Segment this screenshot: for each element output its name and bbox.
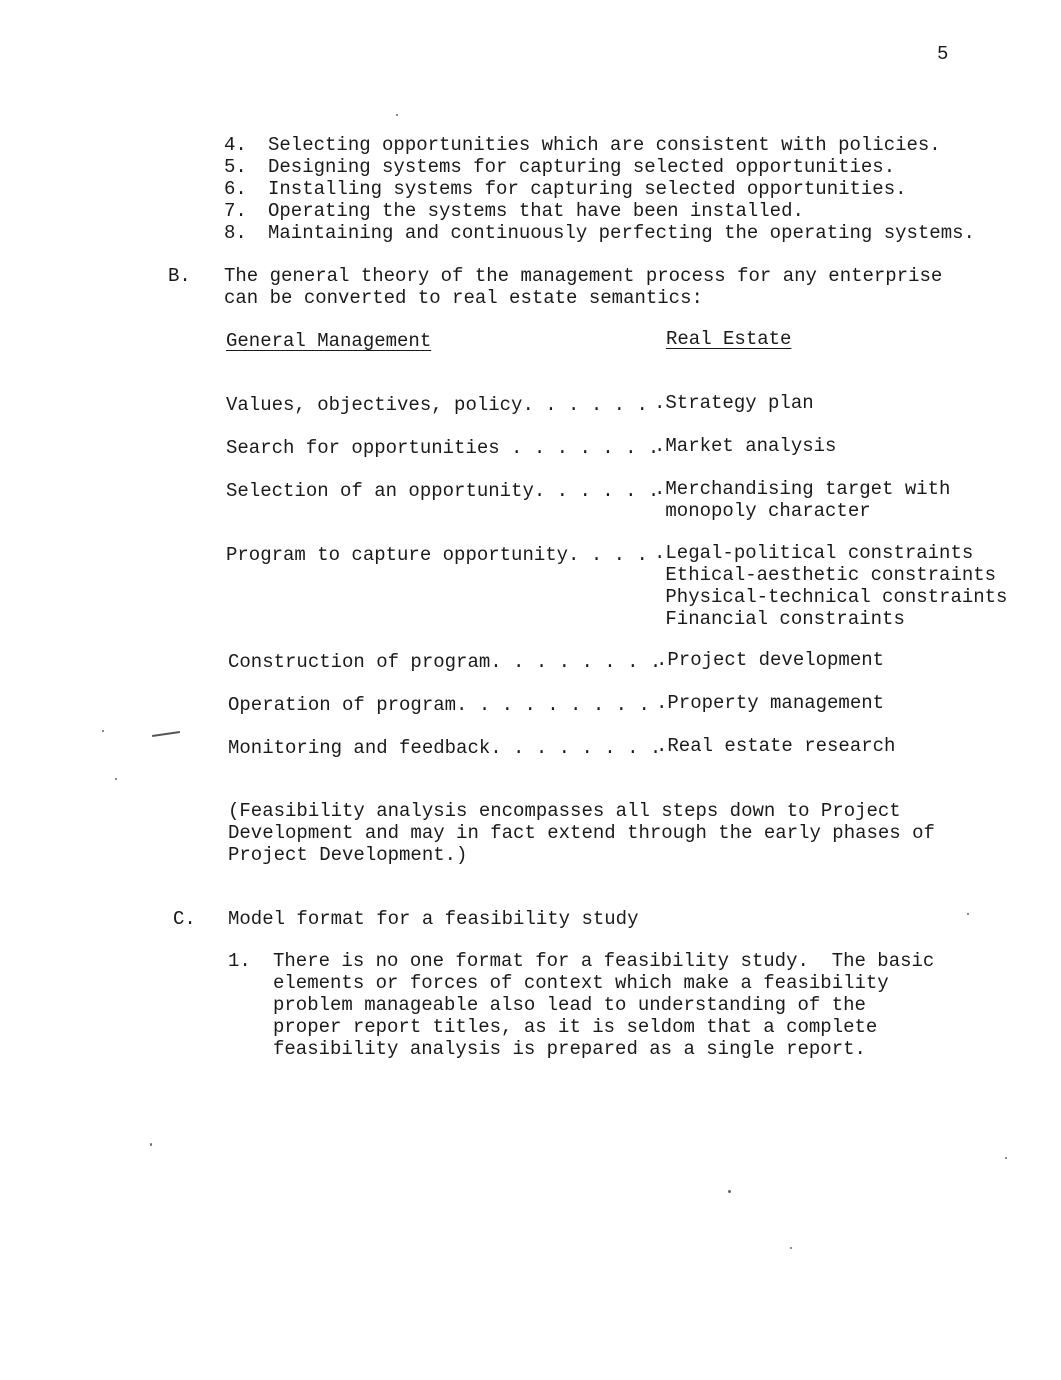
row-right-search: .Market analysis [654, 435, 837, 457]
row-left-operation: Operation of program. . . . . . . . . [228, 694, 650, 716]
row-left-search: Search for opportunities . . . . . . . [226, 437, 660, 459]
section-c-letter: C. [173, 908, 196, 930]
list-item-number: 7. [224, 200, 247, 222]
row-right-selection: .Merchandising target with [654, 478, 951, 500]
scan-mark [152, 731, 180, 737]
scan-speck [967, 913, 969, 915]
row-right-program: Ethical-aesthetic constraints [654, 564, 997, 586]
note-line: Project Development.) [228, 844, 468, 866]
section-c-item-line: elements or forces of context which make a feasibility [273, 972, 889, 994]
note-line: (Feasibility analysis encompasses all steps down to Project [228, 800, 901, 822]
section-c-item-line: feasibility analysis is prepared as a single report. [273, 1038, 866, 1060]
list-item-text: Maintaining and continuously perfecting the operating systems. [268, 222, 975, 244]
scan-speck [115, 778, 117, 780]
scan-speck [150, 1143, 152, 1146]
row-right-values: .Strategy plan [654, 392, 814, 414]
list-item-text: Installing systems for capturing selected opportunities. [268, 178, 907, 200]
section-c-item-number: 1. [228, 950, 251, 972]
row-right-monitoring: .Real estate research [656, 735, 896, 757]
list-item-number: 8. [224, 222, 247, 244]
column-heading-general-management: General Management [226, 330, 432, 352]
scan-speck [102, 730, 104, 732]
section-b-letter: B. [168, 265, 191, 287]
column-heading-real-estate: Real Estate [666, 328, 792, 350]
scan-speck [1005, 1157, 1007, 1159]
list-item-text: Designing systems for capturing selected opportunities. [268, 156, 896, 178]
row-right-program: .Legal-political constraints [654, 542, 974, 564]
row-right-selection: monopoly character [654, 500, 871, 522]
row-left-values: Values, objectives, policy. . . . . . [226, 394, 648, 416]
row-left-construction: Construction of program. . . . . . . . [228, 651, 662, 673]
list-item-number: 6. [224, 178, 247, 200]
scan-speck [396, 114, 398, 116]
row-right-program: Physical-technical constraints [654, 586, 1008, 608]
section-c-title: Model format for a feasibility study [228, 908, 639, 930]
row-left-selection: Selection of an opportunity. . . . . . [226, 480, 660, 502]
section-c-item-line: proper report titles, as it is seldom that a complete [273, 1016, 878, 1038]
scan-speck [728, 1190, 731, 1193]
list-item-number: 5. [224, 156, 247, 178]
section-c-item-line: There is no one format for a feasibility study. The basic [273, 950, 935, 972]
note-line: Development and may in fact extend through the early phases of [228, 822, 935, 844]
row-left-program: Program to capture opportunity. . . . [226, 544, 648, 566]
section-b-line: can be converted to real estate semantics: [224, 287, 703, 309]
scan-speck [790, 1247, 792, 1249]
section-c-item-line: problem manageable also lead to understanding of the [273, 994, 866, 1016]
list-item-number: 4. [224, 134, 247, 156]
row-left-monitoring: Monitoring and feedback. . . . . . . . [228, 737, 662, 759]
row-right-program: Financial constraints [654, 608, 905, 630]
list-item-text: Selecting opportunities which are consistent with policies. [268, 134, 941, 156]
page-number: 5 [937, 43, 949, 65]
row-right-operation: .Property management [656, 692, 885, 714]
row-right-construction: .Project development [656, 649, 885, 671]
list-item-text: Operating the systems that have been installed. [268, 200, 804, 222]
section-b-line: The general theory of the management process for any enterprise [224, 265, 943, 287]
